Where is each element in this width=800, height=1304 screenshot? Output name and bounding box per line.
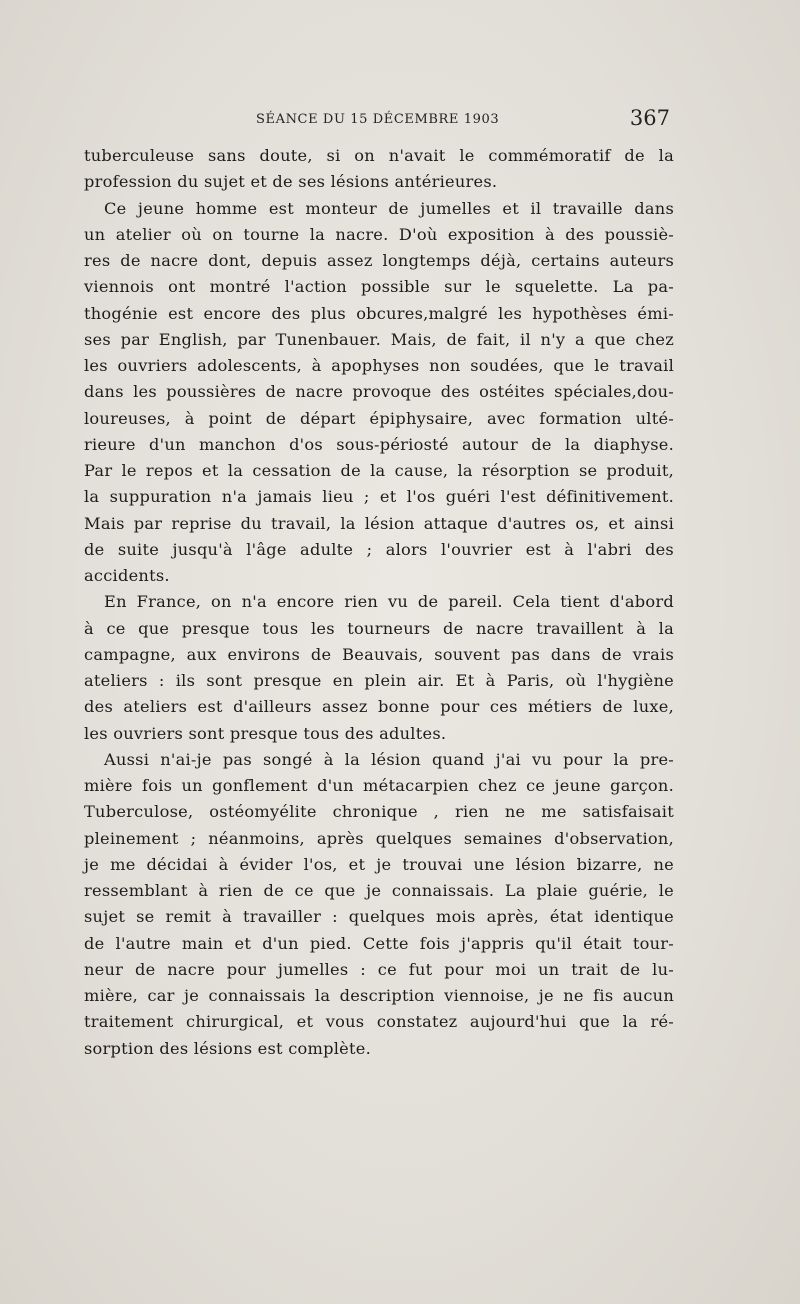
text-line: les ouvriers adolescents, à apophyses non soudées, que le travail [84,356,674,375]
text-line: la suppuration n'a jamais lieu ; et l'os guéri l'est définitivement. [84,487,674,507]
text-line: mière fois un gonflement d'un métacarpien chez ce jeune garçon. [84,776,674,795]
text-line: En France, on n'a encore rien vu de pareil. Cela tient d'abord [104,592,674,612]
text-line: res de nacre dont, depuis assez longtemps déjà, certains auteurs [84,251,674,270]
text-line: rieure d'un manchon d'os sous-périosté autour de la diaphyse. [84,434,674,454]
text-line: Tuberculose, ostéomyélite chronique , rien ne me satisfaisait [84,802,674,822]
page-header [96,106,670,136]
text-line: de suite jusqu'à l'âge adulte ; alors l'ouvrier est à l'abri des [84,539,674,559]
page-number: 367 [629,106,670,130]
text-line: ateliers : ils sont presque en plein air. Et à Paris, où l'hygiène [84,671,674,690]
text-line: ses par English, par Tunenbauer. Mais, de fait, il n'y a que chez [84,329,674,349]
text-line: tuberculeuse sans doute, si on n'avait le commémoratif de la [84,146,674,165]
text-line: à ce que presque tous les tourneurs de nacre travaillent à la [84,618,674,638]
text-line: thogénie est encore des plus obcures,malgré les hypothèses émi- [84,303,674,323]
text-line: les ouvriers sont presque tous des adultes. [84,723,447,743]
text-line: sujet se remit à travailler : quelques mois après, état identique [84,907,674,927]
text-line: Mais par reprise du travail, la lésion attaque d'autres os, et ainsi [84,513,674,533]
text-line: mière, car je connaissais la description viennoise, je ne fis aucun [84,986,674,1005]
text-line: sorption des lésions est complète. [84,1038,371,1058]
text-line: Ce jeune homme est monteur de jumelles et il travaille dans [104,198,674,218]
text-line: neur de nacre pour jumelles : ce fut pour moi un trait de lu- [84,959,674,979]
text-line: des ateliers est d'ailleurs assez bonne pour ces métiers de luxe, [84,697,674,717]
text-line: un atelier où on tourne la nacre. D'où exposition à des poussiè- [84,224,674,244]
text-line: viennois ont montré l'action possible sur le squelette. La pa- [84,277,674,297]
body-text [84,143,674,1062]
text-line: campagne, aux environs de Beauvais, souvent pas dans de vrais [84,644,674,664]
text-line: accidents. [84,566,170,585]
text-line: Aussi n'ai-je pas songé à la lésion quand j'ai vu pour la pre- [104,749,674,769]
text-line: ressemblant à rien de ce que je connaissais. La plaie guérie, le [84,881,674,900]
running-head: SÉANCE DU 15 DÉCEMBRE 1903 [256,112,500,127]
text-line: traitement chirurgical, et vous constatez aujourd'hui que la ré- [84,1012,674,1032]
text-line: de l'autre main et d'un pied. Cette fois j'appris qu'il était tour- [84,933,674,953]
text-line: je me décidai à évider l'os, et je trouvai une lésion bizarre, ne [84,854,674,874]
text-line: pleinement ; néanmoins, après quelques semaines d'observation, [84,828,674,848]
text-line: loureuses, à point de départ épiphysaire, avec formation ulté- [84,408,674,428]
text-line: dans les poussières de nacre provoque des ostéites spéciales,dou- [84,382,674,402]
text-line: profession du sujet et de ses lésions antérieures. [84,172,498,192]
text-line: Par le repos et la cessation de la cause, la résorption se produit, [84,461,674,480]
